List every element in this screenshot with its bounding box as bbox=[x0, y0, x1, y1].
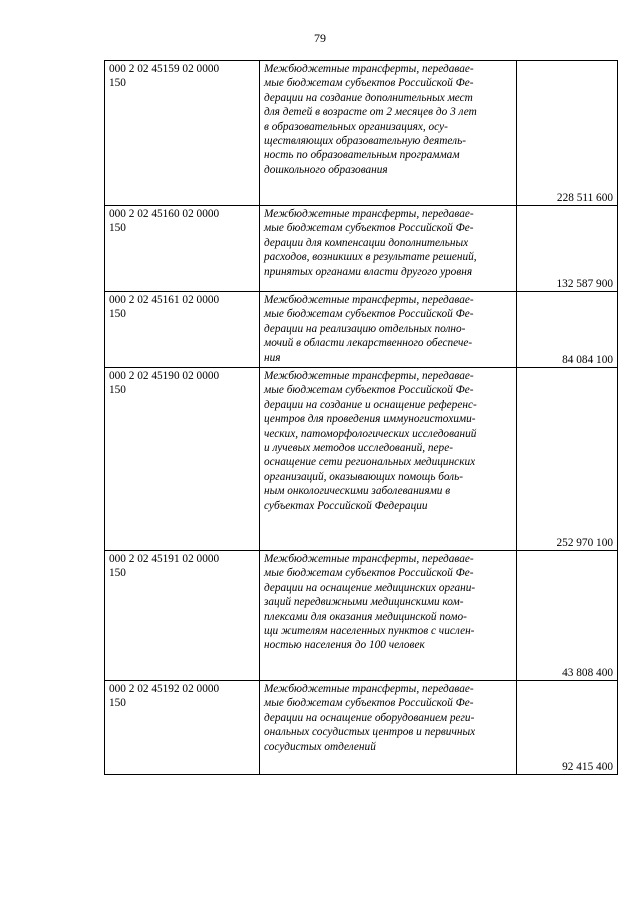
budget-code-suffix: 150 bbox=[109, 77, 126, 90]
description-line: Межбюджетные трансферты, передавае- bbox=[264, 370, 474, 383]
description-line: организаций, оказывающих помощь боль- bbox=[264, 470, 464, 483]
description-line: ным онкологическими заболеваниями в bbox=[264, 485, 451, 498]
table-row bbox=[105, 681, 618, 775]
description-line: оснащение сети региональных медицинских bbox=[264, 456, 476, 469]
description-line: мые бюджетам субъектов Российской Фе- bbox=[264, 222, 474, 235]
description-cell bbox=[260, 206, 517, 292]
amount-cell: 132 587 900 bbox=[517, 206, 618, 292]
description-line: плексами для оказания медицинской помо- bbox=[264, 610, 467, 623]
budget-code: 000 2 02 45161 02 0000 bbox=[109, 294, 220, 306]
description-line: дерации на создание дополнительных мест bbox=[264, 91, 473, 104]
description-line: Межбюджетные трансферты, передавае- bbox=[264, 63, 474, 75]
description-line: Межбюджетные трансферты, передавае- bbox=[264, 294, 474, 306]
description-line: ональных сосудистых центров и первичных bbox=[264, 726, 476, 739]
description-cell bbox=[260, 681, 517, 775]
table-row bbox=[105, 292, 618, 368]
table-row bbox=[105, 551, 618, 681]
description-line: и лучевых методов исследований, пере- bbox=[264, 442, 453, 455]
description-line: дерации на оснащение медицинских органи- bbox=[264, 581, 476, 594]
description-line: Межбюджетные трансферты, передавае- bbox=[264, 208, 474, 220]
budget-transfers-table bbox=[104, 60, 618, 775]
description-cell bbox=[260, 368, 517, 551]
description-line: ностью населения до 100 человек bbox=[264, 639, 425, 652]
budget-code-cell bbox=[105, 292, 260, 368]
description-line: Межбюджетные трансферты, передавае- bbox=[264, 553, 474, 566]
description-cell bbox=[260, 292, 517, 368]
description-line: дошкольного образования bbox=[264, 163, 388, 176]
description-line: дерации для компенсации дополнительных bbox=[264, 236, 469, 249]
budget-code-cell bbox=[105, 551, 260, 681]
description-line: мые бюджетам субъектов Российской Фе- bbox=[264, 384, 474, 397]
description-line: сосудистых отделений bbox=[264, 740, 376, 753]
description-line: мые бюджетам субъектов Российской Фе- bbox=[264, 567, 474, 580]
description-line: центров для проведения иммуногистохими- bbox=[264, 413, 476, 426]
budget-code: 000 2 02 45191 02 0000 bbox=[109, 553, 220, 566]
description-line: мые бюджетам субъектов Российской Фе- bbox=[264, 77, 474, 90]
budget-code: 000 2 02 45160 02 0000 bbox=[109, 208, 220, 220]
description-line: дерации на реализацию отдельных полно- bbox=[264, 322, 466, 335]
description-cell bbox=[260, 551, 517, 681]
budget-code-cell bbox=[105, 681, 260, 775]
amount-cell: 43 808 400 bbox=[517, 551, 618, 681]
budget-code-cell bbox=[105, 368, 260, 551]
budget-code-cell bbox=[105, 61, 260, 206]
budget-code-suffix: 150 bbox=[109, 308, 126, 321]
amount-cell: 92 415 400 bbox=[517, 681, 618, 775]
budget-code-suffix: 150 bbox=[109, 697, 126, 710]
description-line: щи жителям населенных пунктов с числен- bbox=[264, 625, 475, 638]
description-line: в образовательных организациях, осу- bbox=[264, 120, 448, 133]
description-line: для детей в возрасте от 2 месяцев до 3 лет bbox=[264, 106, 477, 119]
description-line: мые бюджетам субъектов Российской Фе- bbox=[264, 697, 474, 710]
budget-code-cell bbox=[105, 206, 260, 292]
budget-code-suffix: 150 bbox=[109, 222, 126, 235]
description-line: дерации на создание и оснащение референс- bbox=[264, 398, 477, 411]
description-line: мые бюджетам субъектов Российской Фе- bbox=[264, 308, 474, 321]
budget-code-suffix: 150 bbox=[109, 567, 126, 580]
description-line: ществляющих образовательную деятель- bbox=[264, 135, 466, 148]
description-line: ность по образовательным программам bbox=[264, 149, 460, 162]
budget-code: 000 2 02 45159 02 0000 bbox=[109, 63, 220, 75]
description-line: мочий в области лекарственного обеспече- bbox=[264, 337, 473, 350]
description-line: ния bbox=[264, 351, 281, 364]
budget-code: 000 2 02 45192 02 0000 bbox=[109, 683, 220, 696]
description-cell bbox=[260, 61, 517, 206]
amount-cell: 228 511 600 bbox=[517, 61, 618, 206]
amount-cell: 252 970 100 bbox=[517, 368, 618, 551]
table-row bbox=[105, 61, 618, 206]
page-number: 79 bbox=[314, 31, 326, 45]
table-row bbox=[105, 206, 618, 292]
description-line: Межбюджетные трансферты, передавае- bbox=[264, 683, 474, 696]
table-row bbox=[105, 368, 618, 551]
budget-code: 000 2 02 45190 02 0000 bbox=[109, 370, 220, 383]
amount-cell: 84 084 100 bbox=[517, 292, 618, 368]
description-line: ческих, патоморфологических исследований bbox=[264, 427, 477, 440]
description-line: расходов, возникших в результате решений, bbox=[264, 251, 477, 264]
description-line: принятых органами власти другого уровня bbox=[264, 265, 473, 278]
description-line: субъектах Российской Федерации bbox=[264, 499, 428, 512]
budget-code-suffix: 150 bbox=[109, 384, 126, 397]
description-line: дерации на оснащение оборудованием реги- bbox=[264, 711, 475, 724]
description-line: заций передвижными медицинскими ком- bbox=[264, 596, 464, 609]
